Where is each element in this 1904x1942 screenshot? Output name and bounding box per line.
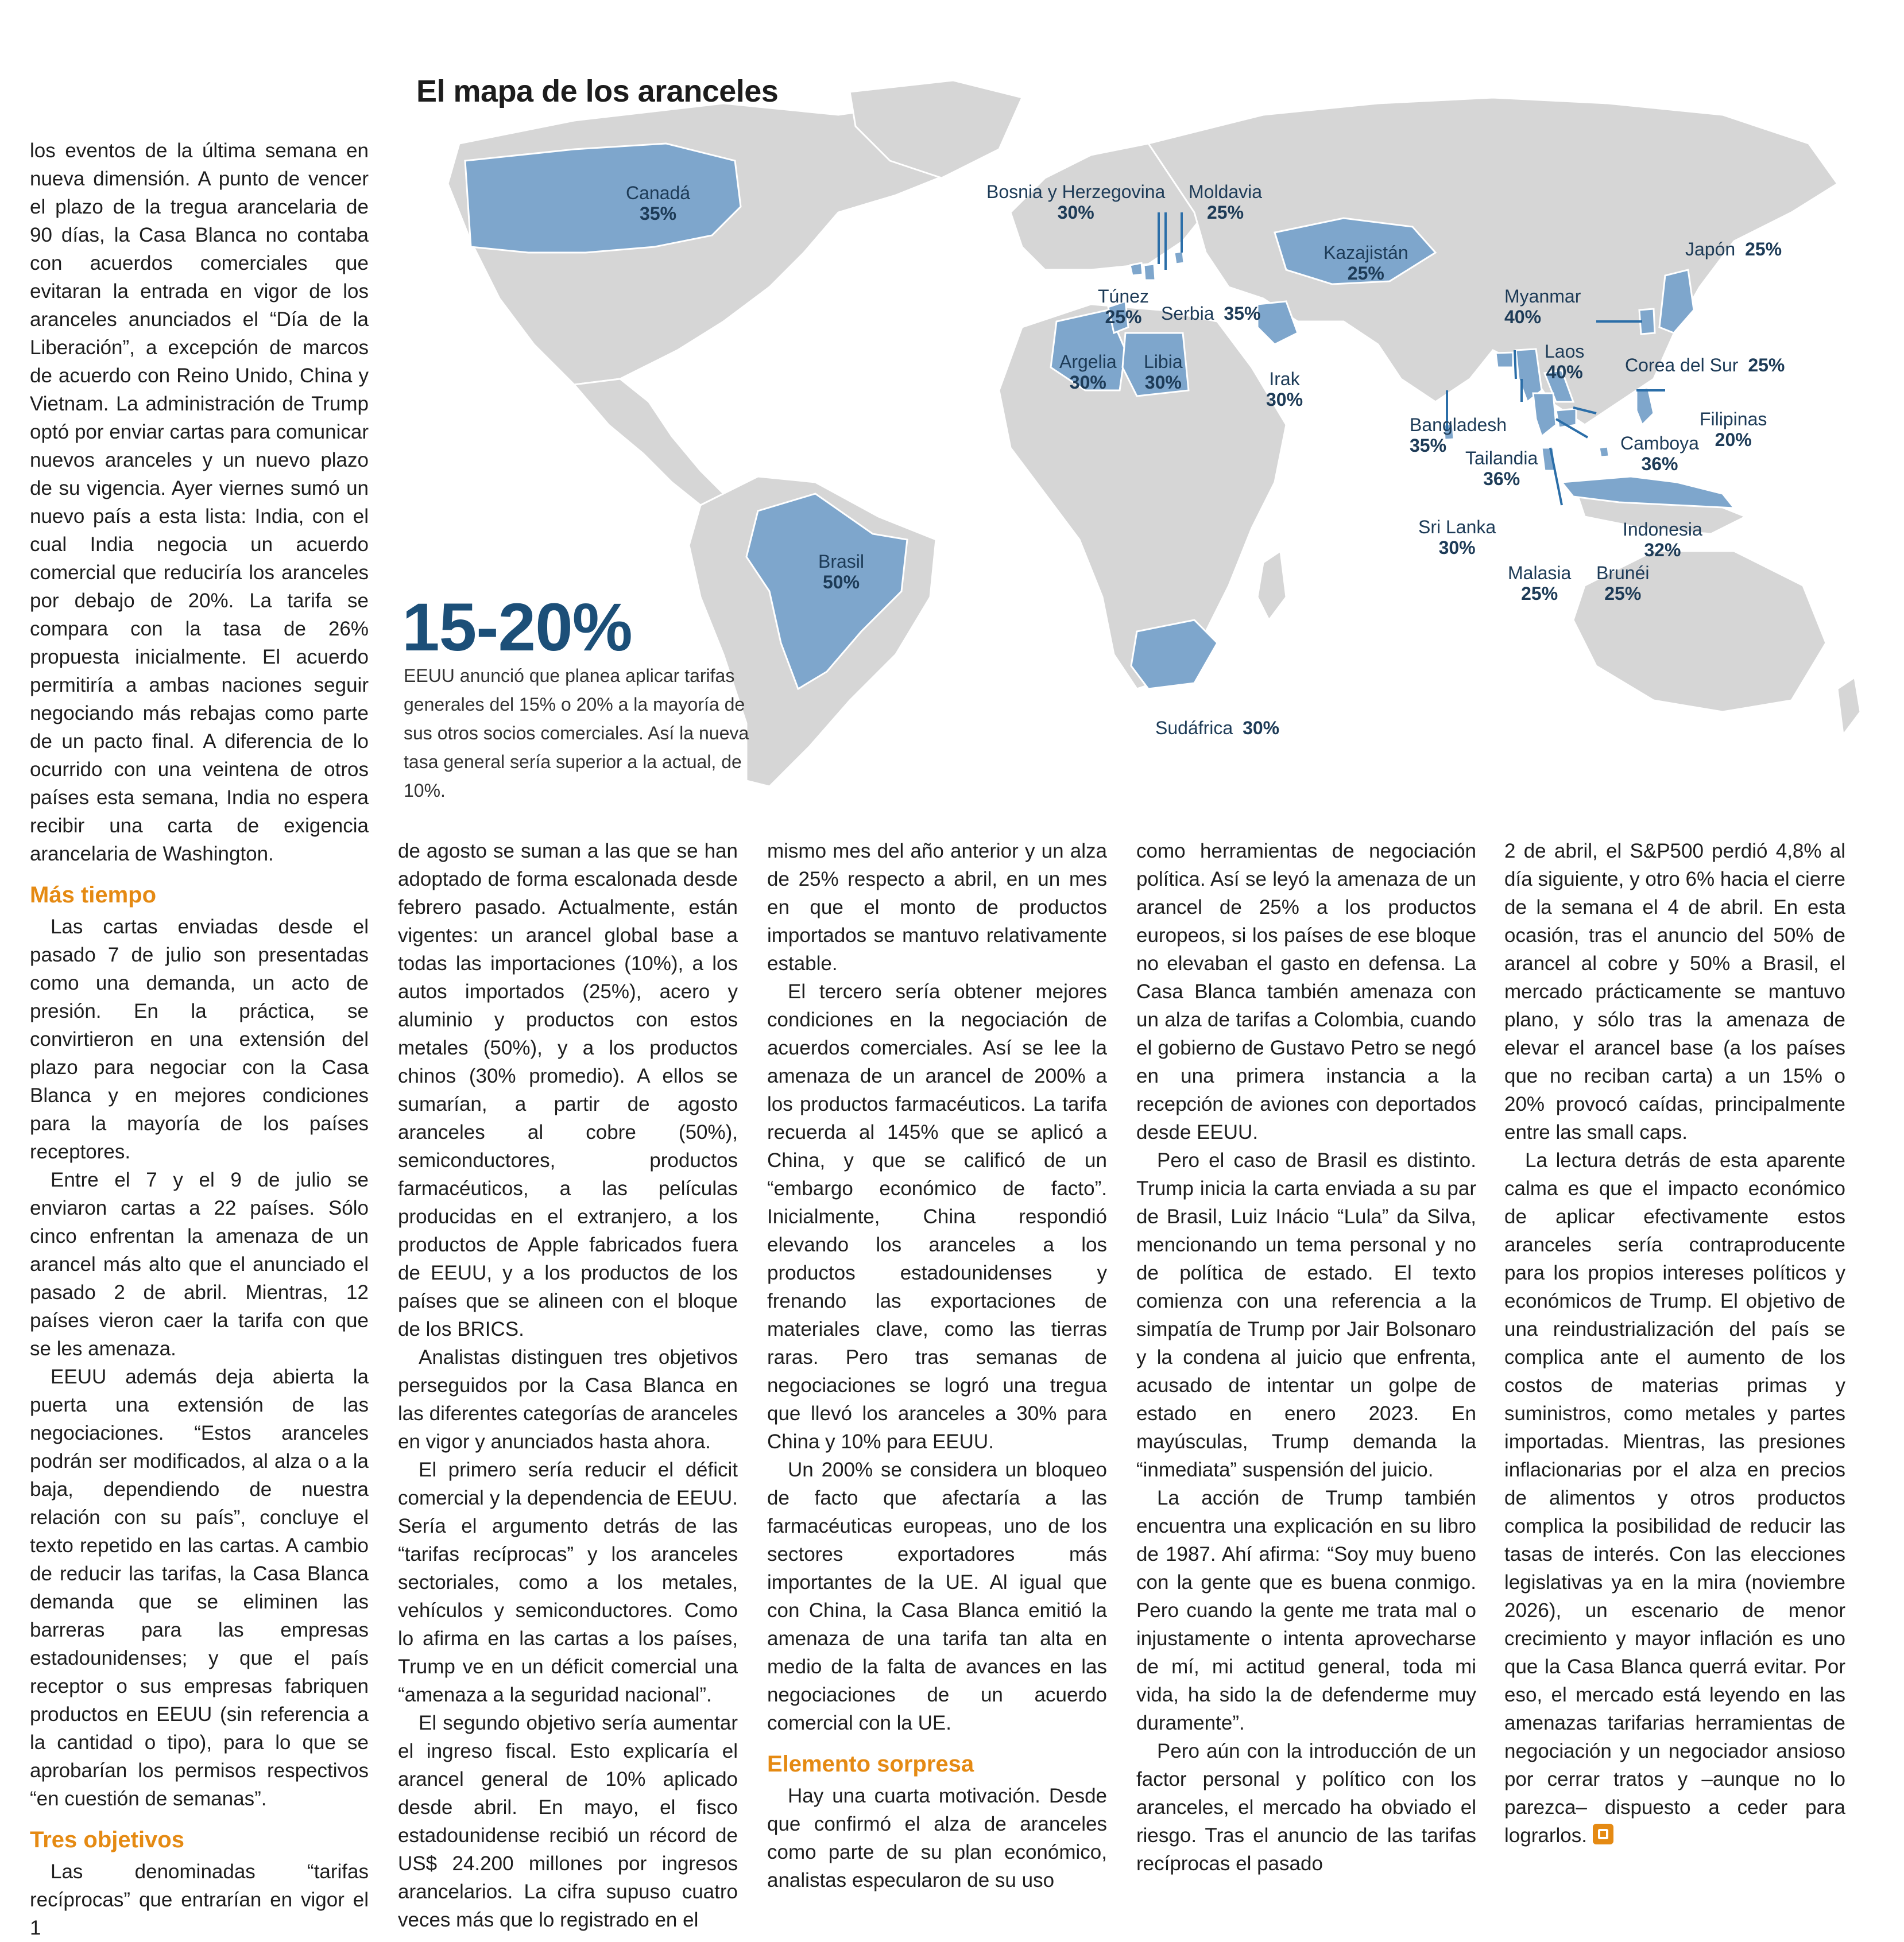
label-canada-pct: 35% <box>640 203 677 224</box>
label-serbia-name: Serbia <box>1161 303 1214 324</box>
label-indonesia-pct: 32% <box>1644 540 1681 560</box>
label-tunez <box>1098 286 1149 327</box>
paragraph: Un 200% se considera un bloqueo de facto que afectaría a las farmacéuticas europeas, uno de los sectores exportadores más importantes de la UE. Al igual que con China, la Casa Blanca emitió la amenaza de una tarifa tan alta en medio de la falta de avances en las negociaciones de un acuerdo comercial con la UE. <box>767 1459 1107 1734</box>
label-serbia <box>1161 303 1260 324</box>
label-bosnia-name: Bosnia y Herzegovina <box>986 181 1166 202</box>
label-brunei-pct: 25% <box>1604 583 1642 604</box>
label-tunez-name: Túnez <box>1098 286 1149 307</box>
label-libia-pct: 30% <box>1144 372 1182 393</box>
paragraph: Las cartas enviadas desde el pasado 7 de julio son presentadas como una demanda, un acto de presión. En la práctica, se convirtieron en una extensión del plazo para negociar con la Casa Blanca y en mejores condiciones para la mayoría de los países receptores. <box>30 916 369 1163</box>
label-filipinas-name: Filipinas <box>1700 409 1767 429</box>
label-myanmar-pct: 40% <box>1504 307 1542 327</box>
end-of-article-icon <box>1593 1824 1613 1844</box>
paragraph-text: La lectura detrás de esta aparente calma es que el impacto económico de aplicar efectivamente estos aranceles sería contraproducente para los propios intereses políticos y económicos de Trump. El objetivo de una reindustrialización del país se complica ante el aumento de los costos de materias primas y suministros, como metales y partes importadas. Mientras, las presiones inflacionarias por el alza en precios de alimentos y otros productos complica la posibilidad de reducir las tasas de interés. Con las elecciones legislativas ya en la mira (noviembre 2026), un escenario de menor crecimiento y mayor inflación es uno que la Casa Blanca querrá evitar. Por eso, el mercado está leyendo en las amenazas tarifarias herramientas de negociación y un negociador ansioso por cerrar tratos y –aunque no lo parezca– dispuesto a ceder para lograrlos. <box>1504 1149 1845 1847</box>
label-camboya-name: Camboya <box>1620 433 1699 453</box>
paragraph: Pero aún con la introducción de un factor personal y político con los aranceles, el mercado ha obviado el riesgo. Tras el anuncio de las tarifas recíprocas el pasado <box>1136 1740 1476 1875</box>
label-indonesia <box>1623 519 1702 560</box>
article-column-5 <box>1504 837 1845 1850</box>
label-laos-pct: 40% <box>1546 362 1583 382</box>
paragraph: El primero sería reducir el déficit comercial y la dependencia de EEUU. Sería el argumento detrás de las “tarifas recíprocas” y los aranceles sectoriales, como a los metales, vehículos y semiconductores. Como lo afirma en las cartas a los países, Trump ve en un déficit comercial una “amenaza a la seguridad nacional”. <box>398 1459 738 1706</box>
headline-stat: 15-20% <box>402 590 632 665</box>
label-moldavia-pct: 25% <box>1207 202 1244 223</box>
paragraph-last <box>1504 1146 1845 1850</box>
label-camboya-pct: 36% <box>1641 453 1678 474</box>
country-sudafrica <box>1131 620 1217 689</box>
label-moldavia-name: Moldavia <box>1189 181 1263 202</box>
label-laos <box>1545 341 1584 382</box>
country-tailandia <box>1533 393 1556 436</box>
paragraph: La acción de Trump también encuentra una explicación en su libro de 1987. Ahí afirma: “Soy muy bueno con la gente que es buena conmigo. Pero cuando la gente me trata mal o injustamente o intenta aprovecharse de mí, mi actitud general, toda mi vida, ha sido la de defenderme muy duramente”. <box>1136 1487 1476 1734</box>
label-srilanka-name: Sri Lanka <box>1418 517 1496 537</box>
section-heading-mas-tiempo: Más tiempo <box>30 882 157 908</box>
paragraph: de agosto se suman a las que se han adoptado de forma escalonada desde febrero pasado. Actualmente, están vigentes: un arancel global base a todas las importaciones (10%), a los autos importados (25%), acero y aluminio y productos con estos metales (50%), y a los productos chinos (30% promedio). A ellos se sumarían, a partir de agosto aranceles al cobre (50%), semiconductores, productos farmacéuticos, a las películas producidas en el extranjero, a los productos de Apple fabricados fuera de EEUU, y a los productos de los países que se alineen con el bloque de los BRICS. <box>398 840 738 1340</box>
label-corea <box>1625 355 1785 375</box>
paragraph: Hay una cuarta motivación. Desde que confirmó el alza de aranceles como parte de su plan económico, analistas especularon de su uso <box>767 1785 1107 1891</box>
map-title: El mapa de los aranceles <box>416 74 779 108</box>
label-japon <box>1685 239 1782 259</box>
label-brasil-pct: 50% <box>822 572 860 592</box>
label-libia-name: Libia <box>1144 351 1183 372</box>
label-libia <box>1144 351 1183 393</box>
country-filipinas <box>1636 387 1654 425</box>
label-kazajistan-pct: 25% <box>1347 263 1384 284</box>
label-bosnia-pct: 30% <box>1057 202 1094 223</box>
label-brasil <box>818 551 864 592</box>
label-canada <box>626 183 690 224</box>
label-sudafrica-name: Sudáfrica <box>1155 718 1233 738</box>
label-moldavia <box>1189 181 1262 223</box>
label-corea-name: Corea del Sur <box>1625 355 1739 375</box>
label-srilanka-pct: 30% <box>1438 537 1476 558</box>
country-serbia <box>1144 264 1155 280</box>
paragraph: Pero el caso de Brasil es distinto. Trump inicia la carta enviada a su par de Brasil, Luiz Inácio “Lula” da Silva, mencionando un tema personal y no de política de estado. El texto comienza con una referencia a la simpatía de Trump por Jair Bolsonaro y la condena al juicio que enfrenta, acusado de intentar un golpe de estado en enero 2023. En mayúsculas, Trump demanda la “inmediata” suspensión del juicio. <box>1136 1149 1476 1481</box>
label-srilanka <box>1418 517 1496 558</box>
label-irak-name: Irak <box>1269 369 1300 389</box>
paragraph: como herramientas de negociación política. Así se leyó la amenaza de un arancel de 25% a los productos europeos, si los países de ese bloque no elevaban el gasto en defensa. La Casa Blanca también amenaza con un alza de tarifas a Colombia, cuando el gobierno de Gustavo Petro se negó en una primera instancia a la recepción de aviones con deportados desde EEUU. <box>1136 840 1476 1144</box>
paragraph: Analistas distinguen tres objetivos perseguidos por la Casa Blanca en las diferentes categorías de aranceles en vigor y anunciados hasta ahora. <box>398 1346 738 1453</box>
label-japon-pct: 25% <box>1745 239 1782 259</box>
label-irak <box>1266 369 1303 410</box>
paragraph: El tercero sería obtener mejores condiciones en la negociación de acuerdos comerciales. Así se lee la amenaza de un arancel de 200% a los productos farmacéuticos. La tarifa recuerda al 145% que se aplicó a China, y que se calificó de un “embargo económico de facto”. Inicialmente, China respondió elevando los aranceles a los productos estadounidenses y frenando las exportaciones de materiales clave, como las tierras raras. Pero tras semanas de negociaciones se logró una tregua que llevó los aranceles a 30% para China y 10% para EEUU. <box>767 980 1107 1453</box>
article-column-2 <box>398 837 738 1934</box>
label-bosnia <box>986 181 1165 223</box>
article-column-1 <box>30 137 369 1942</box>
label-filipinas <box>1700 409 1767 450</box>
label-argelia <box>1059 351 1117 393</box>
section-heading-elemento-sorpresa: Elemento sorpresa <box>767 1751 974 1777</box>
label-tailandia-name: Tailandia <box>1465 448 1538 468</box>
label-indonesia-name: Indonesia <box>1623 519 1702 540</box>
label-corea-pct: 25% <box>1748 355 1785 375</box>
label-argelia-name: Argelia <box>1059 351 1117 372</box>
label-canada-name: Canadá <box>626 183 691 203</box>
label-filipinas-pct: 20% <box>1715 429 1752 450</box>
paragraph: mismo mes del año anterior y un alza de 25% respecto a abril, en un mes en que el monto de productos importados se mantuvo relativamente estable. <box>767 840 1107 975</box>
country-japon <box>1659 270 1694 333</box>
paragraph: 2 de abril, el S&P500 perdió 4,8% al día siguiente, y otro 6% hacia el cierre de la semana el 4 de abril. En esta ocasión, tras el anuncio del 50% de arancel al cobre y 50% a Brasil, el mercado prácticamente se mantuvo plano, y sólo tras la amenaza de elevar el arancel base (a los países que no reciban carta) a un 15% o 20% provocó caídas, principalmente entre las small caps. <box>1504 840 1845 1144</box>
label-serbia-pct: 35% <box>1224 303 1261 324</box>
country-bosnia <box>1130 263 1143 276</box>
label-tunez-pct: 25% <box>1105 307 1142 327</box>
article-column-3 <box>767 837 1107 1894</box>
label-tailandia <box>1465 448 1538 489</box>
label-brasil-name: Brasil <box>818 551 865 572</box>
paragraph: Entre el 7 y el 9 de julio se enviaron cartas a 22 países. Sólo cinco enfrentan la amenaza de un arancel más alto que el anunciado el pasado 2 de abril. Mientras, 12 países vieron caer la tarifa con que se les amenaza. <box>30 1169 369 1360</box>
label-camboya <box>1620 433 1699 474</box>
label-malasia <box>1508 563 1571 604</box>
label-laos-name: Laos <box>1545 341 1585 362</box>
label-bangladesh-pct: 35% <box>1410 435 1447 456</box>
paragraph: EEUU además deja abierta la puerta una extensión de las negociaciones. “Estos aranceles podrán ser modificados, al alza o a la baja, dependiendo de nuestra relación con su país”, concluye el texto repetido en las cartas. A cambio de reducir las tarifas, la Casa Blanca demanda que se eliminen las barreras para las empresas estadounidenses; y que el país receptor o sus empresas fabriquen productos en EEUU (sin referencia a la cantidad o tipo), para lo que se aprobarían los permisos respectivos “en cuestión de semanas”. <box>30 1366 369 1810</box>
label-myanmar-name: Myanmar <box>1504 286 1581 307</box>
label-argelia-pct: 30% <box>1069 372 1106 393</box>
country-bangladesh <box>1496 352 1513 367</box>
country-canada <box>465 144 741 253</box>
paragraph: Las denominadas “tarifas recíprocas” que entrarían en vigor el 1 <box>30 1860 369 1939</box>
label-myanmar <box>1504 286 1581 327</box>
article-column-4 <box>1136 837 1476 1878</box>
paragraph: los eventos de la última semana en nueva dimensión. A punto de vencer el plazo de la tregua arancelaria de 90 días, la Casa Blanca no contaba con acuerdos comerciales que evitaran la entrada en vigor de los aranceles anunciados el “Día de la Liberación”, a excepción de marcos de acuerdo con Reino Unido, China y Vietnam. La administración de Trump optó por enviar cartas para comunicar nuevos aranceles y un nuevo plazo de su vigencia. Ayer viernes sumó un nuevo país a esta lista: India, con el cual India negocia un acuerdo comercial que reduciría los aranceles por debajo de 20%. La tarifa se compara con la tasa de 26% propuesta inicialmente. El acuerdo permitiría a ambas naciones seguir negociando más rebajas como parte de un pacto final. A diferencia de lo ocurrido con una veintena de otros países esta semana, India no espera recibir una carta de exigencia arancelaria de Washington. <box>30 139 369 865</box>
label-kazajistan-name: Kazajistán <box>1323 242 1408 263</box>
country-brunei <box>1599 447 1609 457</box>
label-bangladesh-name: Bangladesh <box>1410 414 1507 435</box>
label-malasia-name: Malasia <box>1508 563 1572 583</box>
label-brunei-name: Brunéi <box>1596 563 1650 583</box>
paragraph: El segundo objetivo sería aumentar el ingreso fiscal. Esto explicaría el arancel general de 10% aplicado desde abril. En mayo, el fisco estadounidense recibió un récord de US$ 24.200 millones por ingresos arancelarios. La cifra supuso cuatro veces más que lo registrado en el <box>398 1712 738 1931</box>
label-kazajistan <box>1323 242 1408 284</box>
section-heading-tres-objetivos: Tres objetivos <box>30 1827 184 1852</box>
label-brunei <box>1596 563 1650 604</box>
label-tailandia-pct: 36% <box>1483 468 1520 489</box>
country-moldavia <box>1174 251 1184 264</box>
label-sudafrica-pct: 30% <box>1243 718 1280 738</box>
label-japon-name: Japón <box>1685 239 1736 259</box>
label-sudafrica <box>1155 718 1279 738</box>
label-irak-pct: 30% <box>1266 389 1303 410</box>
label-malasia-pct: 25% <box>1521 583 1558 604</box>
stat-caption: EEUU anunció que planea aplicar tarifas generales del 15% o 20% a la mayoría de sus otros socios comerciales. Así la nueva tasa general sería superior a la actual, de 10%. <box>404 665 749 801</box>
